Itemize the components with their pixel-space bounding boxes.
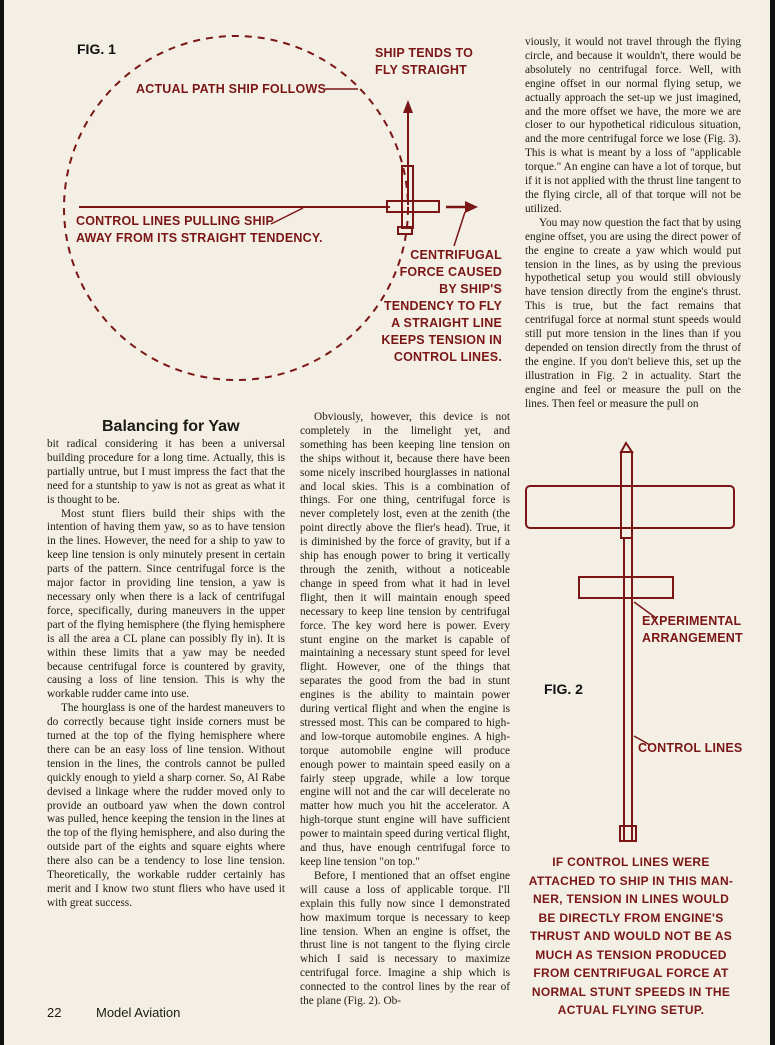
control-lines-fig2-label: CONTROL LINES (638, 741, 743, 755)
col2-paragraph: Before, I mentioned that an offset engine will cause a loss of applicable torque. I'll explain this fully now since I demonstrated how maximum torque is necessary to keep line tension. When an engine is offset, the thrust line is not tangent to the flying circle which I said is necessary to maximize centrifugal force. Imagine a ship which is connected to the control lines by the rear of the plane (Fig. 2). Ob- (300, 869, 510, 1008)
leader-centrifugal (454, 212, 465, 246)
ship-tends-arrowhead (403, 100, 413, 113)
article-column-3 (525, 36, 741, 411)
fig1-title: FIG. 1 (77, 41, 116, 57)
col1-paragraph: The hourglass is one of the hardest maneuvers to do correctly because tight inside corners must be turned at the top of the flying hemisphere where there can be an easy loss of line tension. Without tension in the lines, the controls cannot be pulled quickly enough to yield a sharp corner. So, Al Rabe devised a linkage where the rudder moved only to provide an outboard yaw when the down control was pulled, hence keeping the tension in the lines at the top of the flying hemisphere, and also during the outside part of the eights and square eights where there also can be a tendency to lose line tension. Theoretically, the workable rudder certainly has merit and I know two stunt fliers who have used it with great success. (47, 702, 285, 909)
fig2-caption: IF CONTROL LINES WERE ATTACHED TO SHIP IN THIS MAN- NER, TENSION IN LINES WOULD BE DIRECTLY FROM ENGINE'S THRUST AND WOULD NOT BE AS MUCH AS TENSION PRODUCED FROM CENTRIFUGAL FORCE AT NORMAL STUNT SPEEDS IN THE ACTUAL FLYING SETUP. (528, 855, 734, 1017)
fig2-handle (620, 826, 636, 841)
fig2-spinner (621, 443, 632, 452)
fig2-fuselage-front (621, 452, 632, 538)
col3-paragraph: You may now question the fact that by using engine offset, you are using the direct power of the engine to create a yaw which would put tension in the lines, as by using the previous hypothetical setup you would still obviously have tension directly from the engine's thrust. This is true, but the fact remains that centrifugal force at normal stunt speeds would still put more tension in the lines than if you depended on tension directly from the thrust of the engine. If you don't believe this, set up the illustration in Fig. 2 in actuality. Start the engine and feel or measure the pull on the lines. Then feel or measure the pull on (525, 216, 741, 410)
magazine-name: Model Aviation (96, 1005, 181, 1020)
article-heading: Balancing for Yaw (102, 418, 240, 435)
control-lines-pulling-label: CONTROL LINES PULLING SHIP AWAY FROM ITS STRAIGHT TENDENCY. (76, 214, 323, 245)
fig2-title: FIG. 2 (544, 681, 583, 697)
experimental-arrangement-label: EXPERIMENTAL ARRANGEMENT (642, 614, 743, 645)
centrifugal-force-label: CENTRIFUGAL FORCE CAUSED BY SHIP'S TENDENCY TO FLY A STRAIGHT LINE KEEPS TENSION IN CONTROL LINES. (381, 248, 502, 364)
page-number: 22 (47, 1005, 62, 1020)
actual-path-label: ACTUAL PATH SHIP FOLLOWS (136, 82, 326, 96)
col1-paragraph: Most stunt fliers build their ships with the intention of having them yaw, so as to have tension in the lines. However, the need for a ship to yaw to keep line tension is only minutely present in certain parts of the pattern. Since centrifugal force is the major factor in providing line tension, a yaw is necessary only when there is a lack of centrifugal force, specifically, during maneuvers in the upper part of the flying hemisphere (the flying hemisphere is all the area a CL plane can possibly fly in). It is within these limits that a yaw may be needed because centrifugal force is countered by gravity, causing a loss of line tension. This is why the workable rudder came into use. (47, 507, 285, 701)
article-column-1 (47, 438, 285, 911)
magazine-page (4, 0, 770, 1045)
col2-paragraph: Obviously, however, this device is not completely in the limelight yet, and something has been keeping line tension on the ships without it, because there have been some nicely inscribed hourglasses in national and local skies. This is a combination of things. For one thing, centrifugal force is never completely lost, even at the zenith (the point directly above the flier's head). True, it is diminished by the force of gravity, but if a ship has enough power to bring it vertically through the zenith, without a noticeable change in speed from what it had in level flight, then it will maintain enough speed necessary to keep line tension by centrifugal force. The key word here is power. Every stunt engine on the market is capable of maintaining a necessary stunt speed for level flight. However, one of the things that separates the good from the bad in stunt engines is the ability to maintain power during vertical flight and when the engine is stressed most. This can be compared to high- and low-torque automobile engines. A high-torque automobile engine will produce enough power to maintain speed easily on a fairly steep upgrade, while a low torque engine will not and the car will decelerate no matter how much you hit the accelerator. A high-torque stunt engine will have sufficient power to maintain speed during vertical flight, and thus, have enough centrifugal force to keep line tension "on top." (300, 411, 510, 868)
col1-paragraph: bit radical considering it has been a universal building procedure for a long time. Actually, this is partially untrue, but I must impress the fact that the need for a stuntship to yaw is not as great as what it is thought to be. (47, 438, 285, 506)
ship-tends-label: SHIP TENDS TO FLY STRAIGHT (375, 46, 473, 77)
col3-paragraph: viously, it would not travel through the flying circle, and because it wouldn't, there would be absolutely no centrifugal force. Well, with engine offset in our normal flying setup, we actually approach the set-up we just imagined, and the more offset we have, the more we are closer to our hypothetical ridiculous situation, and the more centrifugal force we lose (Fig. 3). This is what is meant by a loss of "applicable torque." An engine can have a lot of torque, but if it is not applied with the thrust line tangent to the flying circle, all of that torque will not be utilized. (525, 36, 741, 215)
article-column-2 (300, 411, 510, 1009)
fig2-wing (526, 486, 734, 528)
centrifugal-arrowhead (465, 201, 478, 213)
fig2-stabilizer (579, 577, 673, 598)
